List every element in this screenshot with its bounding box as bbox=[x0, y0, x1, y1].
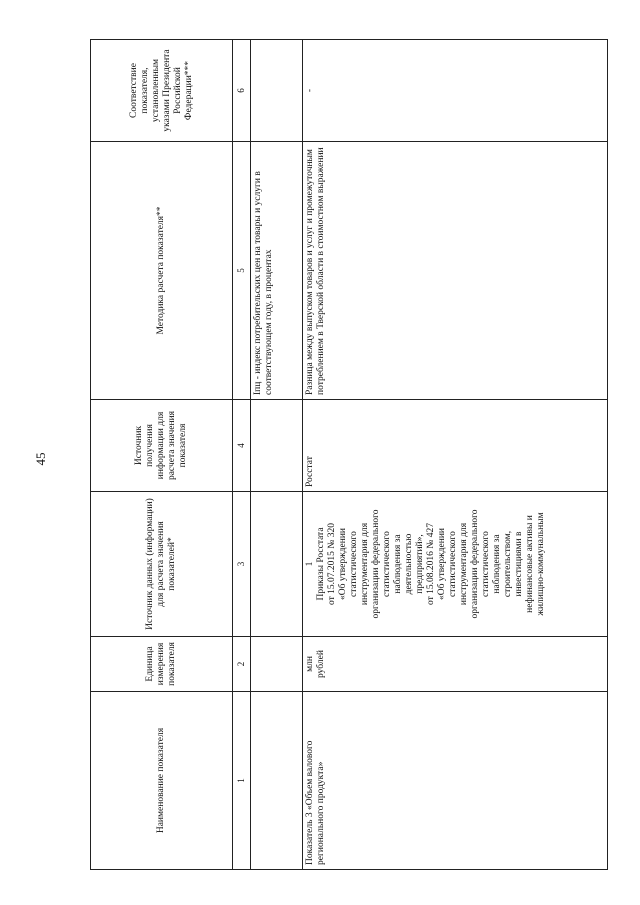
cell-empty bbox=[251, 400, 303, 492]
table-row bbox=[303, 40, 608, 870]
header-info-source: Источник получения информации для расчета значения показателя bbox=[91, 400, 233, 492]
cell-info-source: Росстат bbox=[303, 400, 608, 492]
column-number-row bbox=[233, 40, 251, 870]
table-row bbox=[251, 40, 303, 870]
cell-method: Разница между выпуском товаров и услуг и промежуточным потреблением в Тверской области в стоимостном выражении bbox=[303, 142, 608, 400]
column-number: 5 bbox=[233, 142, 251, 400]
cell-method-continuation: Iпц - индекс потребительских цен на товары и услуги в соответствующем году, в процентах bbox=[251, 142, 303, 400]
cell-data-source: 1 Приказы Росстата от 15.07.2015 № 320 «Об утверждении статистического инструментария для организации федерального статистического наблюдения за деятельностью предприятий», от 15.08.2016 № 427 «Об утверждении статистического инструментария для организации федерального статистического наблюдения за строительством, инвестициями в нефинансовые активы и жилищно-коммунальным bbox=[303, 492, 608, 637]
header-row bbox=[91, 40, 233, 870]
rotated-table-container bbox=[90, 40, 608, 870]
cell-compliance: - bbox=[303, 40, 608, 142]
page-number: 45 bbox=[33, 452, 48, 466]
cell-empty bbox=[251, 692, 303, 870]
column-number: 2 bbox=[233, 637, 251, 692]
column-number: 3 bbox=[233, 492, 251, 637]
indicator-table bbox=[90, 39, 608, 870]
cell-empty bbox=[251, 637, 303, 692]
header-name: Наименование показателя bbox=[91, 692, 233, 870]
header-data-source: Источник данных (информации) для расчета значения показателей* bbox=[91, 492, 233, 637]
column-number: 4 bbox=[233, 400, 251, 492]
cell-unit: млн рублей bbox=[303, 637, 608, 692]
cell-indicator-name: Показатель 3 «Объем валового регионального продукта» bbox=[303, 692, 608, 870]
header-method: Методика расчета показателя** bbox=[91, 142, 233, 400]
header-compliance: Соответствие показателя, установленным указами Президента Российской Федерации*** bbox=[91, 40, 233, 142]
column-number: 6 bbox=[233, 40, 251, 142]
cell-empty bbox=[251, 492, 303, 637]
column-number: 1 bbox=[233, 692, 251, 870]
cell-empty bbox=[251, 40, 303, 142]
header-unit: Единица измерения показателя bbox=[91, 637, 233, 692]
